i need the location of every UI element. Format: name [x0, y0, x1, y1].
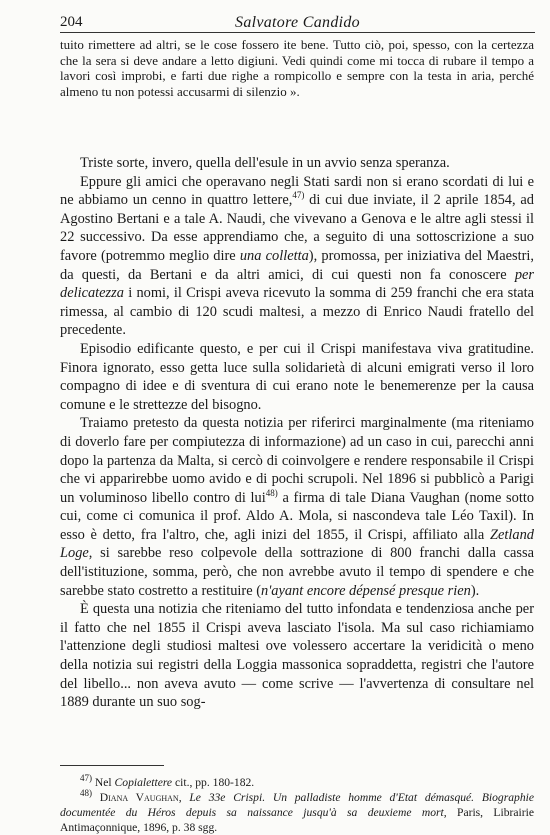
text-run: ), promossa, per iniziativa del Maestri, da questi, da Bertani e da altri amici, di cui questi non fa conoscere: [60, 247, 534, 283]
body-text: [60, 154, 534, 712]
text-run: ).: [470, 582, 480, 599]
text-run: cit., pp. 180-182.: [172, 776, 255, 789]
paragraph-1: Triste sorte, invero, quella dell'esule in un avvio senza speranza.: [80, 155, 450, 171]
footnote-mark: 48): [80, 788, 92, 799]
footnote-author: Diana Vaughan,: [92, 791, 190, 804]
quoted-text: tuito rimettere ad altri, se le cose fossero ite bene. Tutto ciò, poi, spesso, con la certezza che la sera si deve andare a letto digiuni. Vedi quindi come mi tocca di rubare il tempo a lavori così improbi, e farti due righe a rompicollo e sempre con la testa in aria, perché almeno tu non potessi accusarmi di silenzio ».: [60, 37, 534, 99]
text-run: i nomi, il Crispi aveva ricevuto la somma di 259 franchi che era stata rimessa, al cambio di 120 scudi maltesi, a mezzo di Enrico Naudi fratello del precedente.: [60, 285, 534, 339]
emphasis: Zetland Loge: [60, 526, 534, 562]
footnote-48: [60, 790, 534, 835]
emphasis: Le 33e Crispi. Un palladiste homme d'Etat démasqué. Biographie documentée du Héros depuis sa naissance jusqu'à sa deuxieme mort,: [60, 791, 535, 819]
emphasis: una colletta: [239, 247, 309, 264]
page-header: [60, 10, 535, 33]
footnote-47: [60, 775, 534, 790]
footnotes: [60, 775, 534, 835]
paragraph-2: [60, 173, 534, 340]
paragraph-3: Episodio edificante questo, e per cui il Crispi manifestava viva gratitudine. Finora ignorato, esso getta luce sulla solidarietà di alcuni emigrati verso il loro compagno di idee e di sventura di cui erano note le benemerenze per la causa comune e le strettezze del bisogno.: [60, 340, 534, 413]
paragraph-5: È questa una notizia che riteniamo del tutto infondata e tendenziosa anche per il fatto che nel 1855 il Crispi aveva lasciato l'isola. Ma sul caso richiamiamo l'attenzione degli studiosi maltesi ove volessero accertare la veridicità o meno della notizia sui registri della Loggia massonica sopraddetta, registri che l'autore del libello... non aveva avuto — come scrive — l'avvertenza di consultare nel 1889 durante un suo sog-: [60, 601, 534, 711]
emphasis: Copialettere: [114, 776, 173, 789]
footnote-ref-48: 48): [265, 487, 278, 498]
paragraph-4: [60, 414, 534, 600]
running-head: Salvatore Candido: [235, 14, 360, 31]
text-run: Nel: [92, 776, 115, 789]
text-run: di cui due inviate, il 2 aprile 1854, ad Agostino Bertani e a tale A. Naudi, che vivevano a Genova e le altre agli stessi il 22 successivo. Da esse apprendiamo che, a seguito di una sottoscrizione a suo favore (potremmo meglio dire: [60, 192, 534, 264]
page-number: 204: [60, 14, 83, 30]
footnote-divider: [60, 765, 164, 766]
text-run: Eppure gli amici che operavano negli Stati sardi non si erano scordati di lui e ne abbiamo un cenno in quattro lettere,: [60, 173, 534, 209]
text-run: Paris, Librairie Antimaçonnique, 1896, p. 38 sgg.: [60, 806, 534, 834]
footnote-mark: 47): [80, 773, 92, 784]
text-run: , si sarebbe reso colpevole della sottrazione di 800 franchi dalla cassa dell'istituzione, somma, però, che non avrebbe avuto il tempo di spendere e che sarebbe stato costretto a restituire (: [60, 545, 534, 599]
text-run: a firma di tale Diana Vaughan (nome sotto cui, come ci comunica il prof. Aldo A. Mola, si nascondeva tale Léo Taxil). In esso è detto, fra l'altro, che, agli inizi del 1855, il Crispi, affiliato alla: [60, 489, 535, 543]
quoted-letter-continuation: [60, 37, 534, 99]
emphasis: n'ayant encore dépensé presque rien: [261, 582, 471, 599]
footnote-ref-47: 47): [292, 190, 305, 201]
emphasis: per delicatezza: [60, 266, 534, 302]
text-run: Traiamo pretesto da questa notizia per riferirci marginalmente (ma riteniamo di doverlo fare per compiutezza di informazione) ad un caso in cui, parecchi anni dopo la partenza da Malta, si cercò di coinvolgere e rendere responsabile il Crispi che vi apparirebbe uomo avido e di pochi scrupoli. Nel 1896 si pubblicò a Parigi un voluminoso libello contro di lui: [60, 415, 534, 506]
